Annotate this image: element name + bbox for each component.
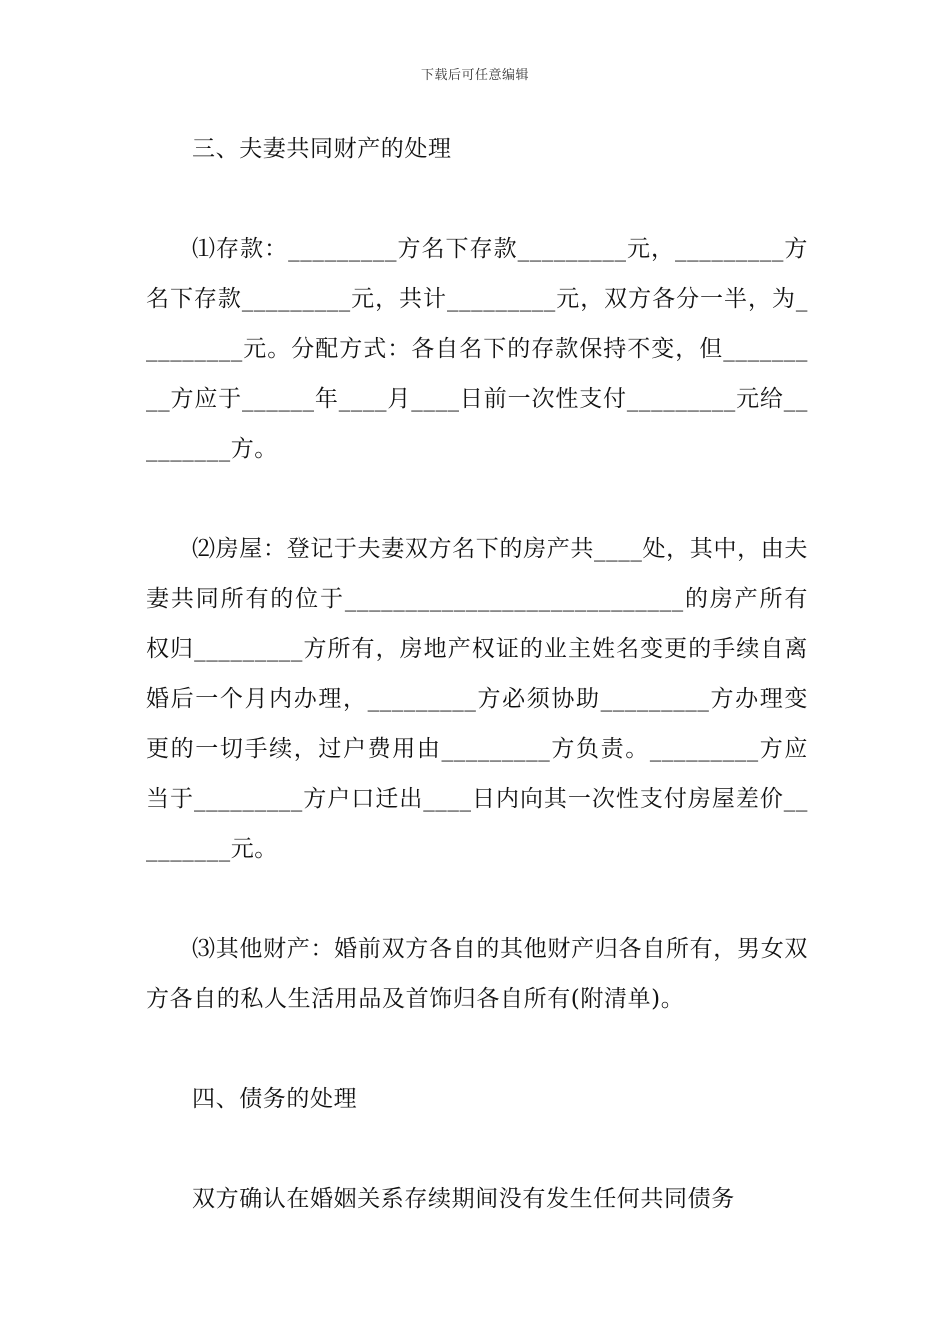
section-heading-debt: 四、债务的处理: [192, 1086, 358, 1112]
paragraph-debt: 双方确认在婚姻关系存续期间没有发生任何共同债务: [192, 1186, 735, 1212]
paragraph-house: ⑵房屋：登记于夫妻双方名下的房产共____处，其中，由夫妻共同所有的位于____________________________的房产所有权归_________方所有，房地产权证的业主姓名变更的手续自离婚后一个月内办理，_________方必须协助_________方办理变更的一切手续，过户费用由_________方负责。_________方应当于_________方户口迁出____日内向其一次性支付房屋差价_________元。: [146, 536, 808, 862]
paragraph-deposit: ⑴存款：_________方名下存款_________元，_________方名下存款_________元，共计_________元，双方各分一半，为_________元。分配方式：各自名下的存款保持不变，但_________方应于______年____月____日前一次性支付_________元给_________方。: [146, 236, 808, 462]
page-header: 下载后可任意编辑: [420, 68, 529, 83]
spacer: [146, 874, 808, 924]
spacer: [146, 1124, 808, 1174]
section-heading-property: 三、夫妻共同财产的处理: [192, 136, 452, 162]
spacer: [146, 1024, 808, 1074]
document-body: [146, 124, 808, 1224]
paragraph-other-property: ⑶其他财产：婚前双方各自的其他财产归各自所有，男女双方各自的私人生活用品及首饰归各自所有(附清单)。: [146, 936, 808, 1012]
spacer: [146, 174, 808, 224]
spacer: [146, 474, 808, 524]
